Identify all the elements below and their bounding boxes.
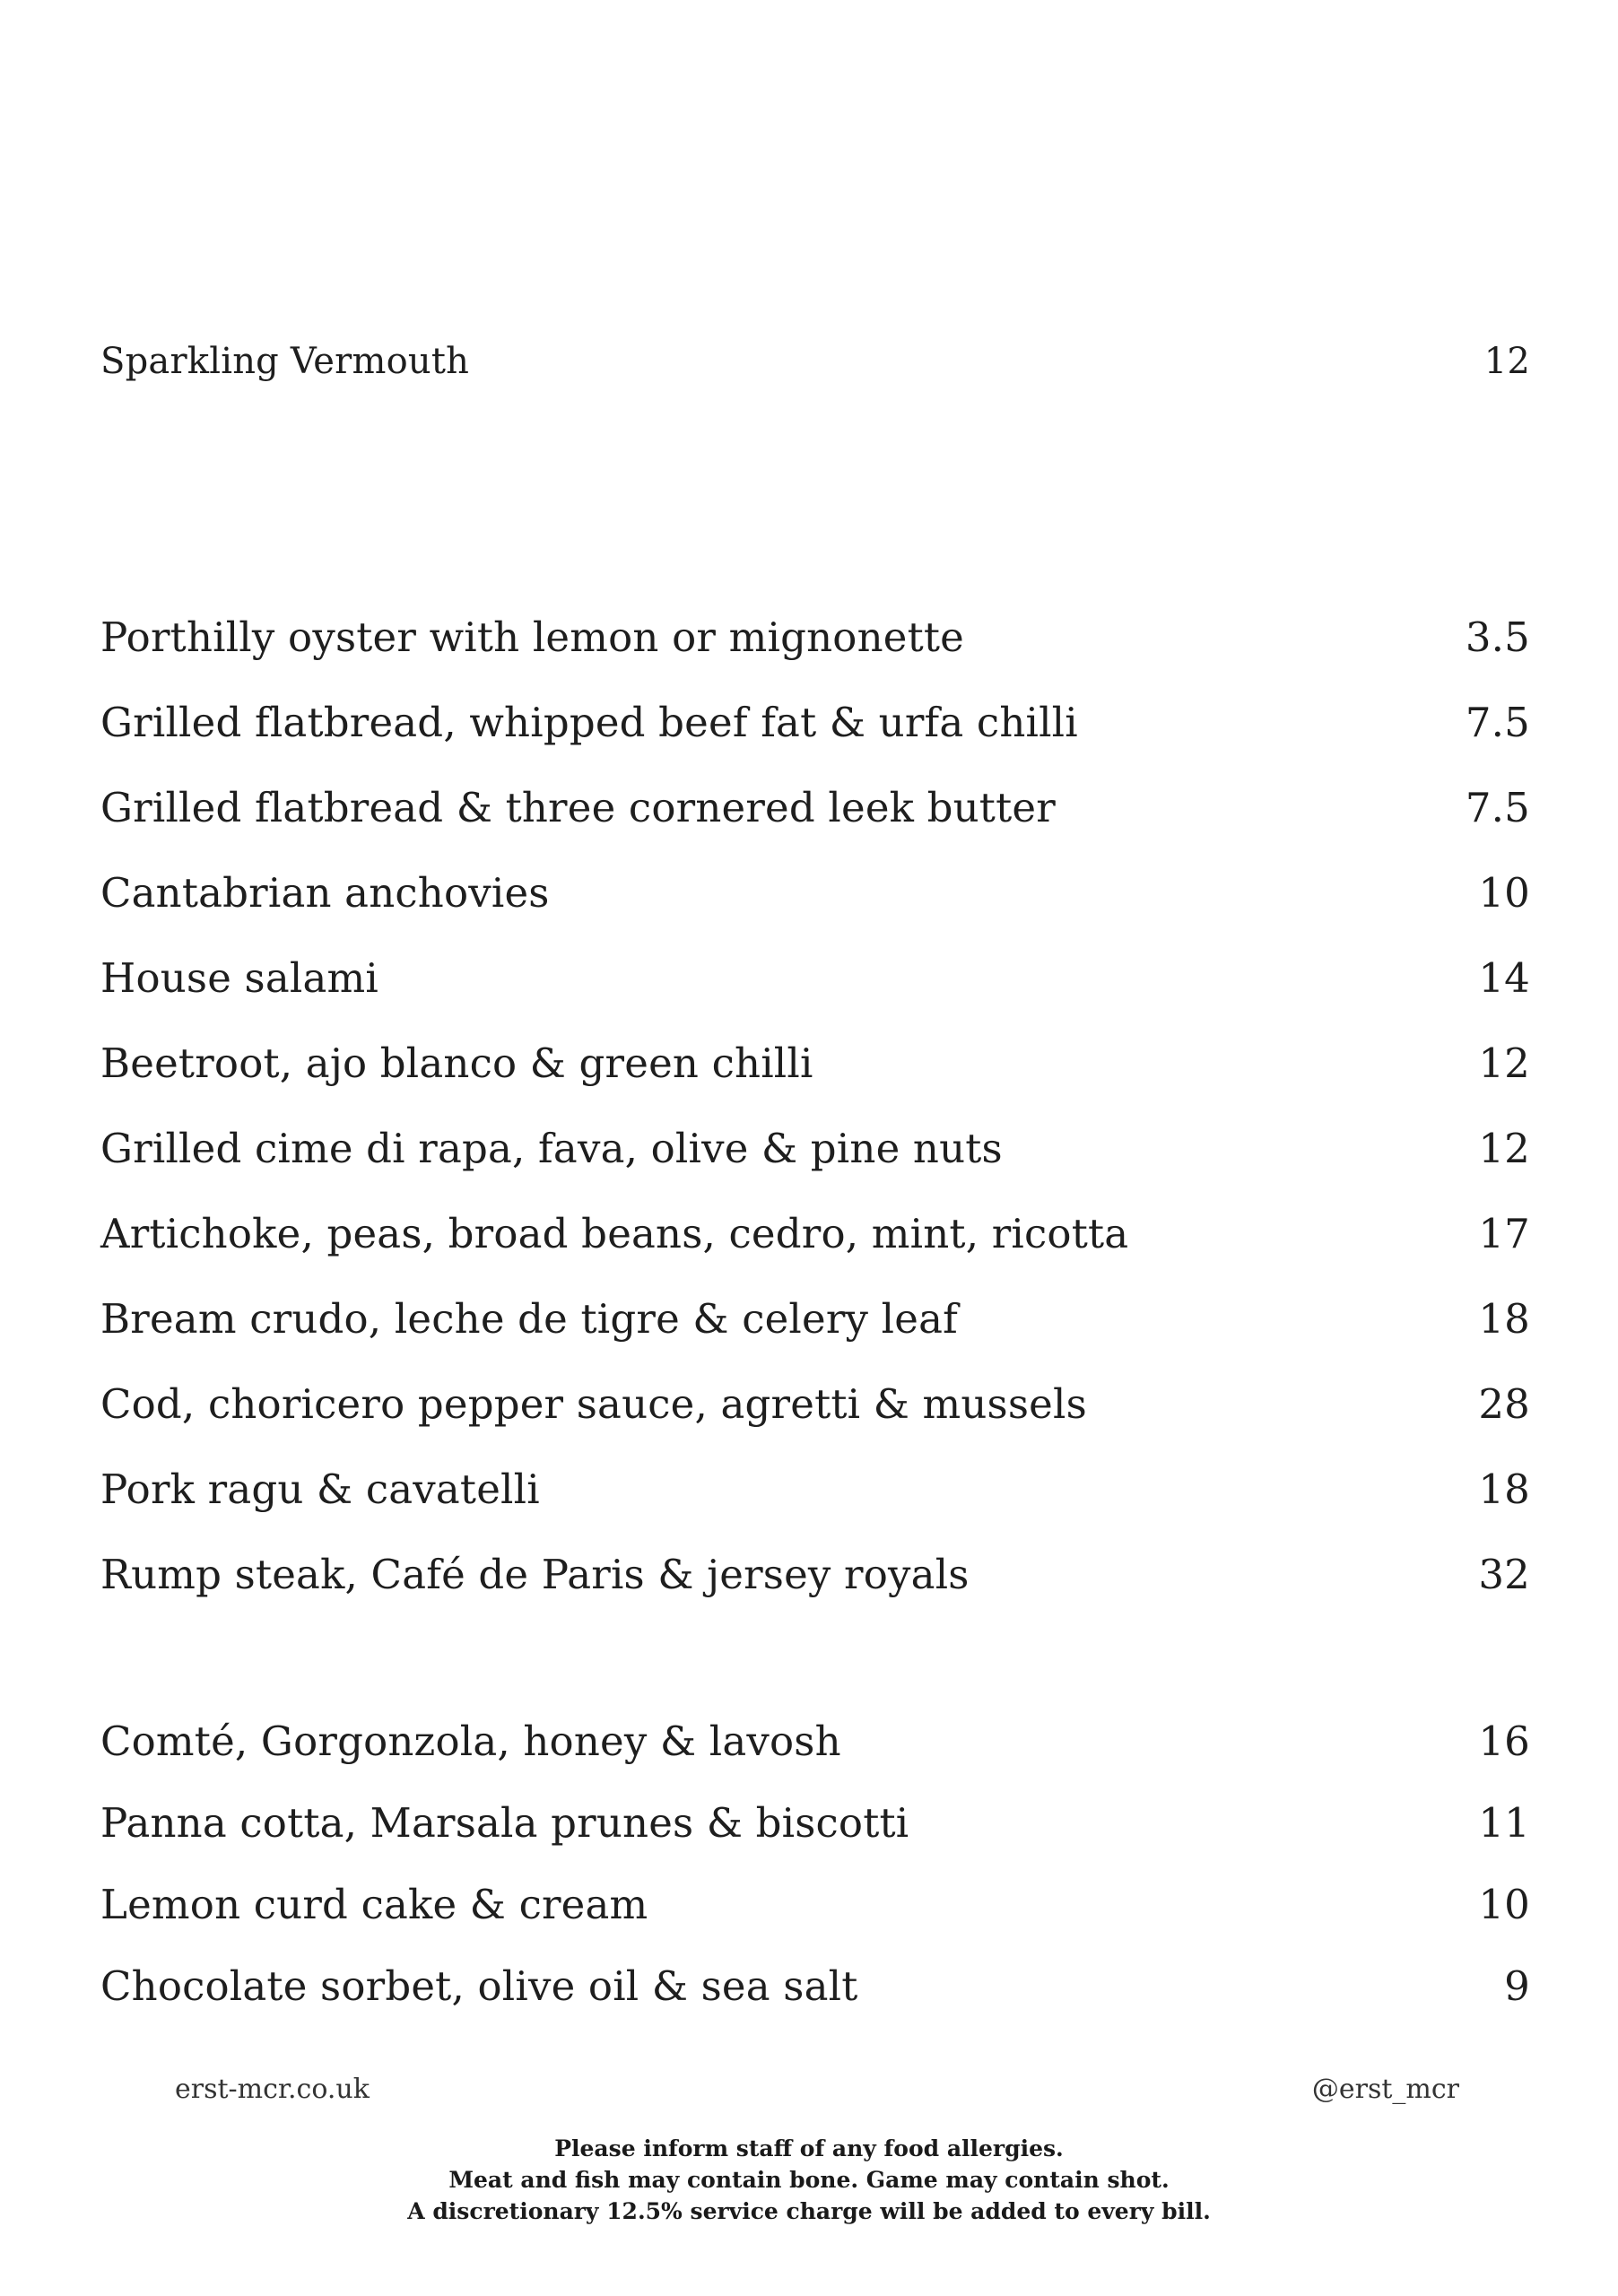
menu-item-name: Grilled cime di rapa, fava, olive & pine nuts (100, 1125, 1003, 1172)
menu-item-price: 10 (1478, 1881, 1530, 1928)
menu-item-name: Sparkling Vermouth (100, 341, 470, 382)
menu-item-name: Cantabrian anchovies (100, 869, 550, 917)
social-handle: @erst_mcr (1311, 2074, 1459, 2105)
dessert-item (100, 1718, 1530, 1765)
menu-item-aperitif (100, 341, 1530, 382)
menu-item-price: 7.5 (1465, 699, 1530, 746)
menu-item (100, 699, 1530, 746)
menu-item-price: 12 (1478, 1039, 1530, 1087)
menu-item-name: Lemon curd cake & cream (100, 1881, 648, 1928)
menu-item-name: Comté, Gorgonzola, honey & lavosh (100, 1718, 841, 1765)
menu-item-price: 7.5 (1465, 784, 1530, 831)
menu-item-name: Cod, choricero pepper sauce, agretti & mussels (100, 1380, 1087, 1428)
menu-item-name: Beetroot, ajo blanco & green chilli (100, 1039, 813, 1087)
service-charge-note: A discretionary 12.5% service charge will be added to every bill. (407, 2198, 1211, 2224)
dessert-item (100, 1881, 1530, 1928)
menu-item (100, 1551, 1530, 1598)
menu-item (100, 1295, 1530, 1343)
menu-item (100, 1465, 1530, 1513)
bone-note: Meat and fish may contain bone. Game may contain shot. (448, 2167, 1170, 2193)
menu-item-name: Porthilly oyster with lemon or mignonette (100, 613, 964, 661)
menu-item-price: 12 (1483, 341, 1530, 382)
menu-item-price: 18 (1478, 1465, 1530, 1513)
menu-item-price: 32 (1478, 1551, 1530, 1598)
menu-item-price: 9 (1504, 1962, 1530, 2010)
menu-item-price: 12 (1478, 1125, 1530, 1172)
menu-item (100, 784, 1530, 831)
menu-item-price: 28 (1478, 1380, 1530, 1428)
menu-item-name: Grilled flatbread & three cornered leek butter (100, 784, 1056, 831)
menu-item-price: 16 (1478, 1718, 1530, 1765)
menu-item-name: House salami (100, 954, 378, 1002)
footer-notes (0, 2133, 1618, 2227)
menu-item (100, 1039, 1530, 1087)
menu-item (100, 1380, 1530, 1428)
dessert-item (100, 1962, 1530, 2010)
menu-item-price: 14 (1478, 954, 1530, 1002)
menu-item (100, 613, 1530, 661)
menu-item-name: Bream crudo, leche de tigre & celery leaf (100, 1295, 958, 1343)
allergy-note: Please inform staff of any food allergies. (554, 2135, 1064, 2161)
website-text: erst-mcr.co.uk (175, 2074, 370, 2105)
menu-item-name: Rump steak, Café de Paris & jersey royals (100, 1551, 970, 1598)
menu-item-price: 3.5 (1465, 613, 1530, 661)
menu-item (100, 869, 1530, 917)
menu-item-name: Grilled flatbread, whipped beef fat & urfa chilli (100, 699, 1078, 746)
menu-item-name: Pork ragu & cavatelli (100, 1465, 540, 1513)
menu-item (100, 954, 1530, 1002)
menu-item-price: 11 (1478, 1799, 1530, 1847)
menu-item-price: 10 (1478, 869, 1530, 917)
dessert-item (100, 1799, 1530, 1847)
footer-links (175, 2074, 1459, 2105)
menu-item (100, 1210, 1530, 1257)
menu-item-name: Artichoke, peas, broad beans, cedro, mint, ricotta (100, 1210, 1129, 1257)
menu-item (100, 1125, 1530, 1172)
menu-item-name: Chocolate sorbet, olive oil & sea salt (100, 1962, 858, 2010)
menu-item-price: 17 (1478, 1210, 1530, 1257)
menu-item-price: 18 (1478, 1295, 1530, 1343)
menu-item-name: Panna cotta, Marsala prunes & biscotti (100, 1799, 909, 1847)
